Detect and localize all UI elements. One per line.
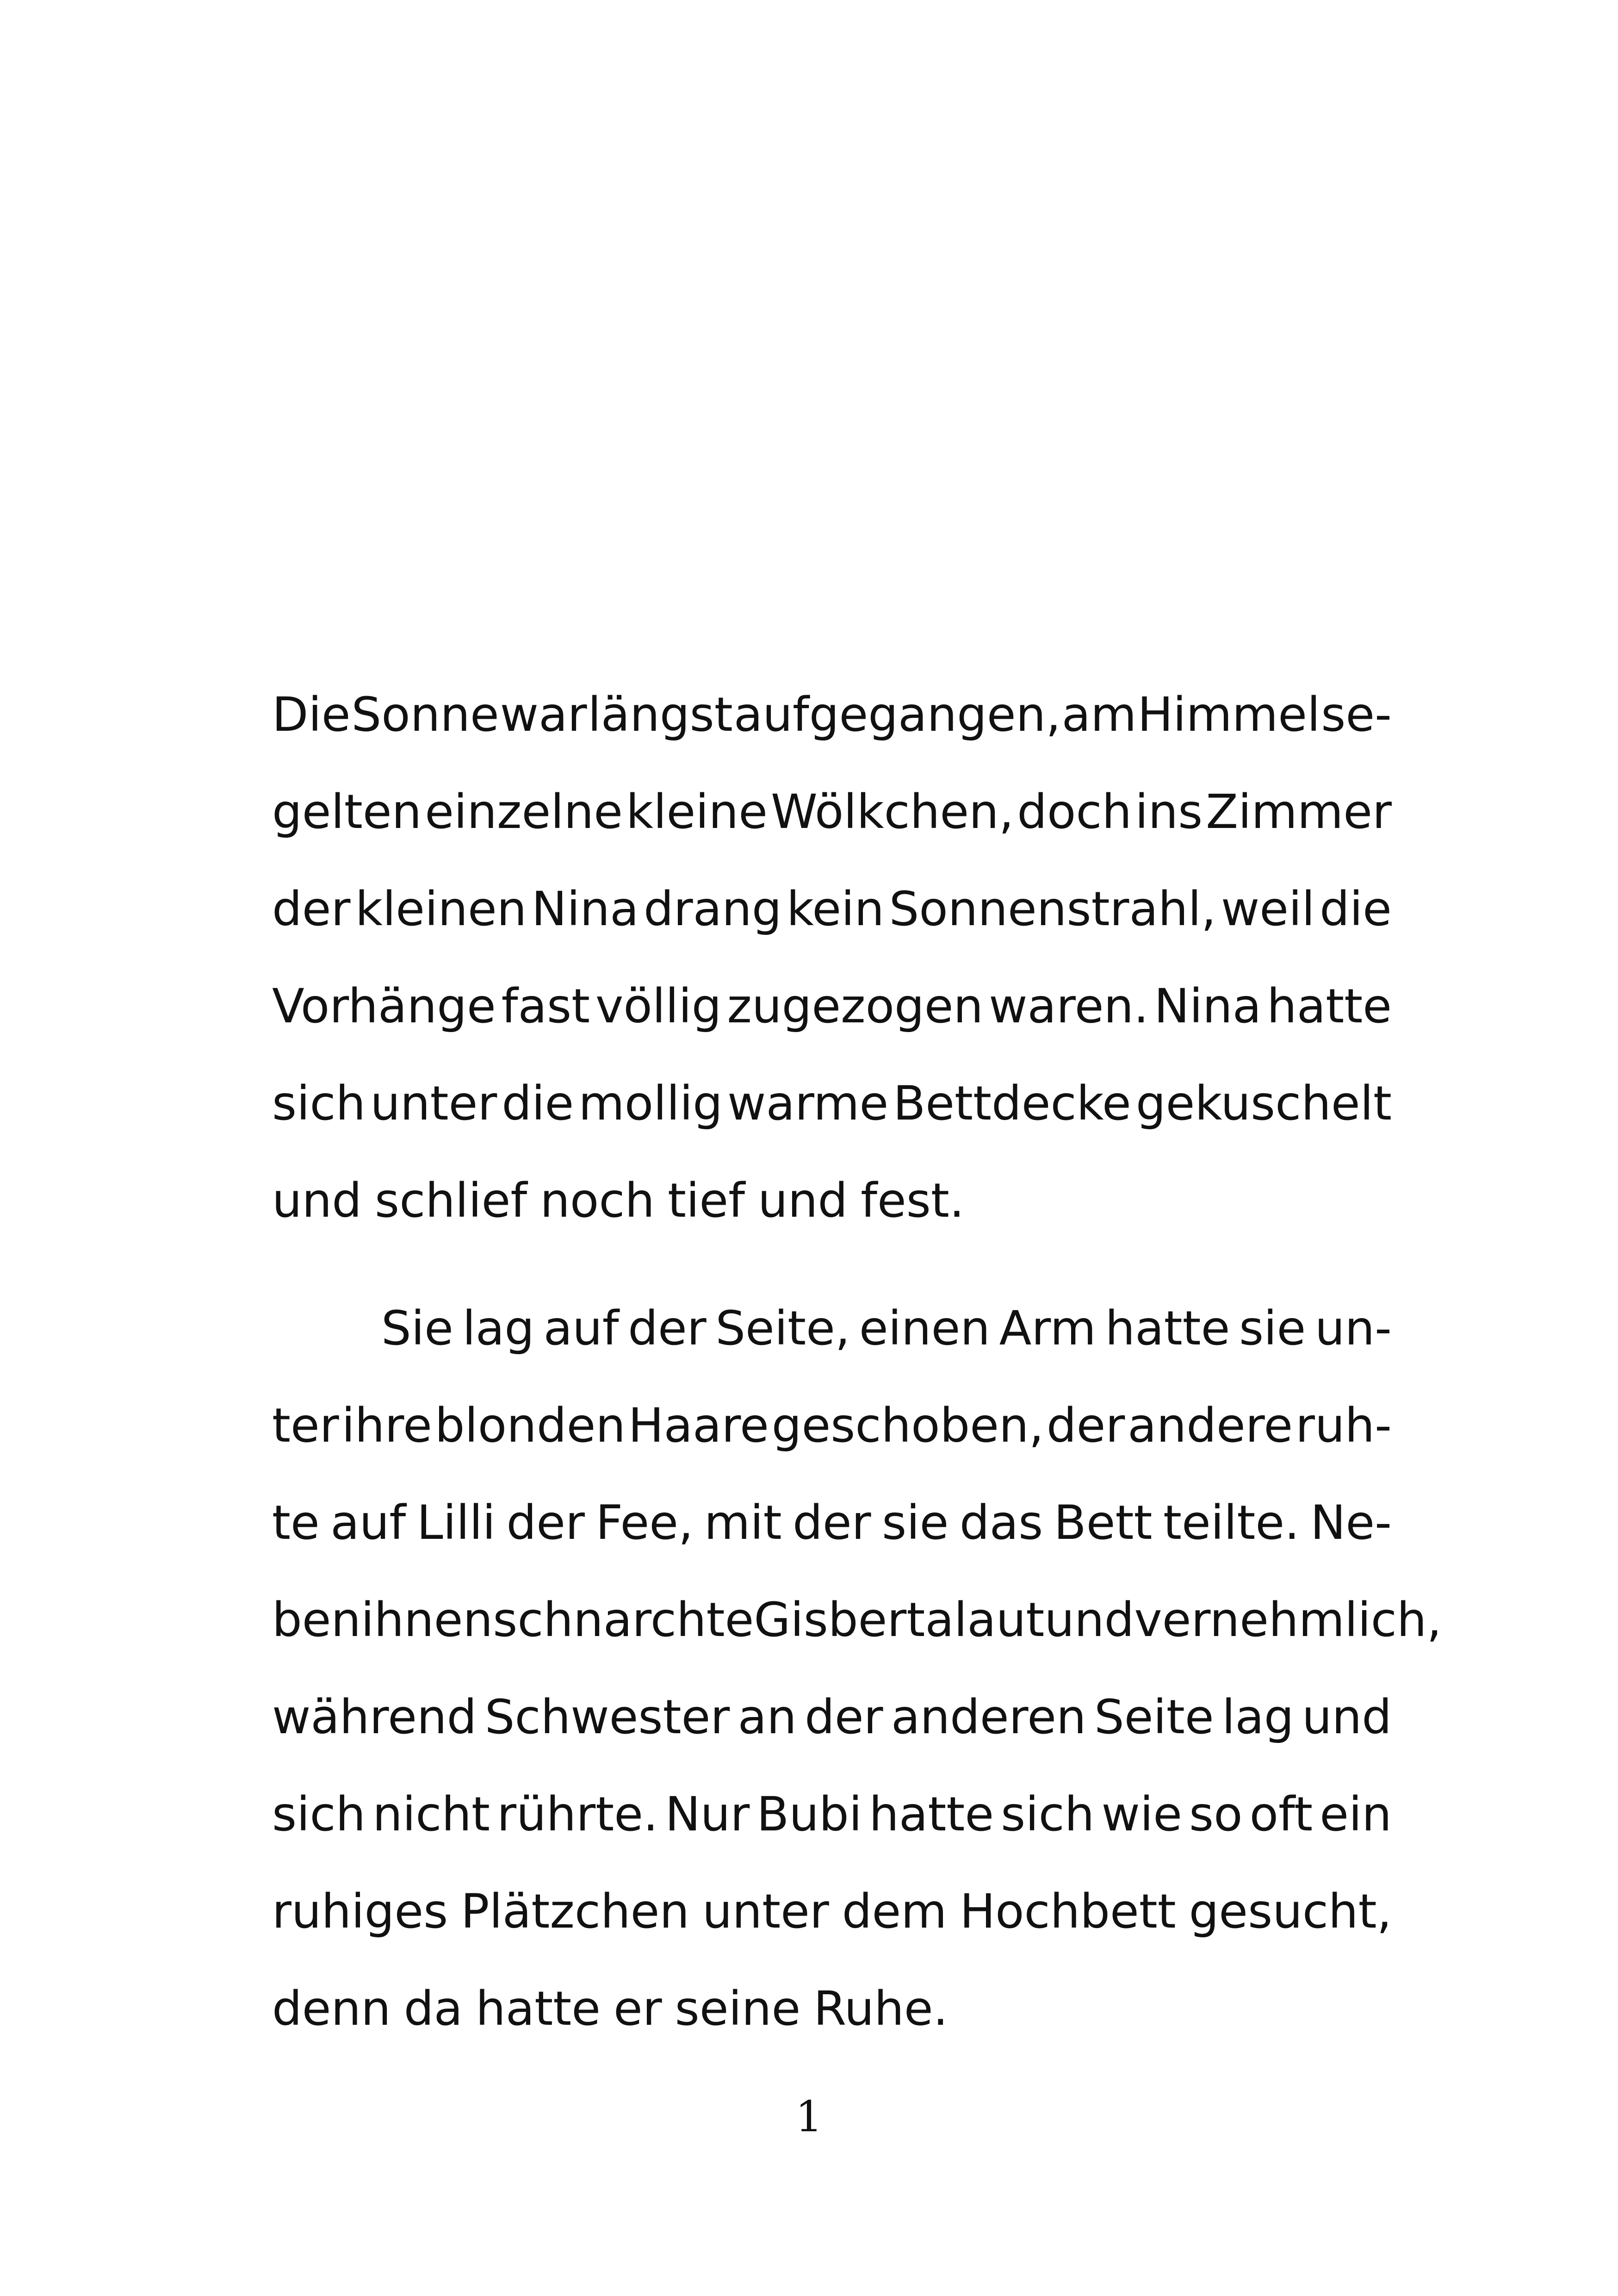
- word: drang: [644, 882, 782, 937]
- word: einzelne: [425, 784, 623, 840]
- text-line: [272, 1960, 1392, 2058]
- word: schnarchte: [493, 1593, 754, 1648]
- word: schlief: [375, 1173, 527, 1228]
- word: Himmel: [1137, 687, 1320, 742]
- paragraph-2: [272, 1280, 1442, 2058]
- word: mollig: [578, 1076, 723, 1131]
- word: hatte: [1105, 1301, 1230, 1356]
- word: weil: [1221, 882, 1315, 937]
- word: ruhiges: [272, 1884, 448, 1939]
- word: längst: [588, 687, 733, 742]
- word: Nur: [665, 1787, 750, 1842]
- word: fast: [501, 979, 590, 1034]
- word: der: [805, 1690, 883, 1745]
- word: der: [272, 882, 351, 937]
- word: gesucht,: [1189, 1884, 1392, 1939]
- word: an: [738, 1690, 797, 1745]
- text-line: [272, 958, 1392, 1055]
- word: Bett: [1054, 1495, 1153, 1550]
- word: auf: [330, 1495, 406, 1550]
- word: das: [959, 1495, 1043, 1550]
- word: ins: [1135, 784, 1203, 840]
- word: ter: [272, 1398, 339, 1453]
- word: und: [272, 1173, 362, 1228]
- word: zugezogen: [727, 979, 984, 1034]
- word: da: [403, 1981, 463, 2036]
- text-line: [272, 1475, 1392, 1572]
- word: laut: [954, 1593, 1045, 1648]
- word: andere: [1128, 1398, 1293, 1453]
- text-line: [272, 1377, 1392, 1475]
- word: doch: [1017, 784, 1132, 840]
- paragraph-1: [272, 666, 1392, 1250]
- word: Ruhe.: [813, 1981, 948, 2036]
- word: gelten: [272, 784, 422, 840]
- word: hatte: [869, 1787, 994, 1842]
- word: kein: [787, 882, 885, 937]
- word: und: [1044, 1593, 1134, 1648]
- word: einen: [859, 1301, 991, 1356]
- word: se-: [1321, 687, 1392, 742]
- word: Lilli: [416, 1495, 496, 1550]
- text-line: [272, 1863, 1392, 1960]
- text-line: [272, 861, 1392, 958]
- word: warme: [727, 1076, 889, 1131]
- word: un-: [1314, 1301, 1392, 1356]
- word: und: [1302, 1690, 1392, 1745]
- word: Arm: [999, 1301, 1096, 1356]
- word: seine: [675, 1981, 801, 2036]
- word: der: [506, 1495, 585, 1550]
- word: der: [628, 1301, 707, 1356]
- word: Seite: [1094, 1690, 1214, 1745]
- word: lag: [1222, 1690, 1294, 1745]
- word: dem: [842, 1884, 947, 1939]
- word: ihre: [341, 1398, 432, 1453]
- text-line: [272, 666, 1392, 764]
- word: Sonnenstrahl,: [889, 882, 1216, 937]
- word: sich: [272, 1076, 366, 1131]
- word: ruh-: [1295, 1398, 1392, 1453]
- word: sie: [1239, 1301, 1306, 1356]
- word: am: [1061, 687, 1137, 742]
- word: anderen: [891, 1690, 1086, 1745]
- word: Plätzchen: [461, 1884, 690, 1939]
- word: sie: [882, 1495, 949, 1550]
- word: ben: [272, 1593, 361, 1648]
- word: mit: [704, 1495, 782, 1550]
- word: fest.: [861, 1173, 965, 1228]
- word: vernehmlich,: [1134, 1593, 1442, 1648]
- word: Fee,: [595, 1495, 694, 1550]
- word: Wölkchen,: [770, 784, 1014, 840]
- word: tief: [668, 1173, 745, 1228]
- word: denn: [272, 1981, 391, 2036]
- word: sich: [272, 1787, 366, 1842]
- word: geschoben,: [771, 1398, 1044, 1453]
- text-line: [272, 1280, 1392, 1377]
- word: gekuschelt: [1135, 1076, 1392, 1131]
- word: Ne-: [1310, 1495, 1392, 1550]
- page-number: 1: [795, 2092, 823, 2141]
- word: war: [500, 687, 587, 742]
- word: ein: [1320, 1787, 1392, 1842]
- word: Seite,: [715, 1301, 850, 1356]
- word: Sonne: [351, 687, 499, 742]
- word: wie: [1101, 1787, 1182, 1842]
- text-line: [272, 1055, 1392, 1152]
- word: nicht: [372, 1787, 490, 1842]
- word: blonden: [434, 1398, 626, 1453]
- text-line: [272, 1766, 1392, 1863]
- word: teilte.: [1163, 1495, 1300, 1550]
- word: Vorhänge: [272, 979, 496, 1034]
- word: Die: [272, 687, 351, 742]
- word: aufgegangen,: [733, 687, 1061, 742]
- word: auf: [543, 1301, 619, 1356]
- word: hatte: [476, 1981, 601, 2036]
- word: te: [272, 1495, 320, 1550]
- word: Schwester: [484, 1690, 730, 1745]
- word: Nina: [531, 882, 639, 937]
- word: Sie: [381, 1301, 453, 1356]
- word: unter: [702, 1884, 829, 1939]
- word: Bubi: [756, 1787, 862, 1842]
- word: völlig: [595, 979, 722, 1034]
- word: Gisberta: [754, 1593, 954, 1648]
- word: noch: [540, 1173, 655, 1228]
- word: rührte.: [497, 1787, 658, 1842]
- word: so: [1189, 1787, 1243, 1842]
- word: er: [613, 1981, 662, 2036]
- word: oft: [1249, 1787, 1313, 1842]
- word: Bettdecke: [893, 1076, 1131, 1131]
- word: der: [1046, 1398, 1125, 1453]
- word: während: [272, 1690, 477, 1745]
- word: ihnen: [361, 1593, 493, 1648]
- text-line: [272, 1572, 1442, 1669]
- word: der: [793, 1495, 871, 1550]
- word: die: [1320, 882, 1392, 937]
- word: sich: [1001, 1787, 1095, 1842]
- text-line: [272, 764, 1392, 861]
- word: Zimmer: [1206, 784, 1392, 840]
- word: und: [758, 1173, 848, 1228]
- word: die: [502, 1076, 574, 1131]
- word: lag: [462, 1301, 535, 1356]
- word: Nina: [1154, 979, 1262, 1034]
- text-line: [272, 1152, 1392, 1250]
- word: waren.: [989, 979, 1149, 1034]
- word: hatte: [1267, 979, 1392, 1034]
- text-line: [272, 1669, 1392, 1766]
- word: Haare: [628, 1398, 769, 1453]
- word: unter: [370, 1076, 497, 1131]
- word: kleinen: [355, 882, 527, 937]
- word: Hochbett: [960, 1884, 1176, 1939]
- word: kleine: [626, 784, 768, 840]
